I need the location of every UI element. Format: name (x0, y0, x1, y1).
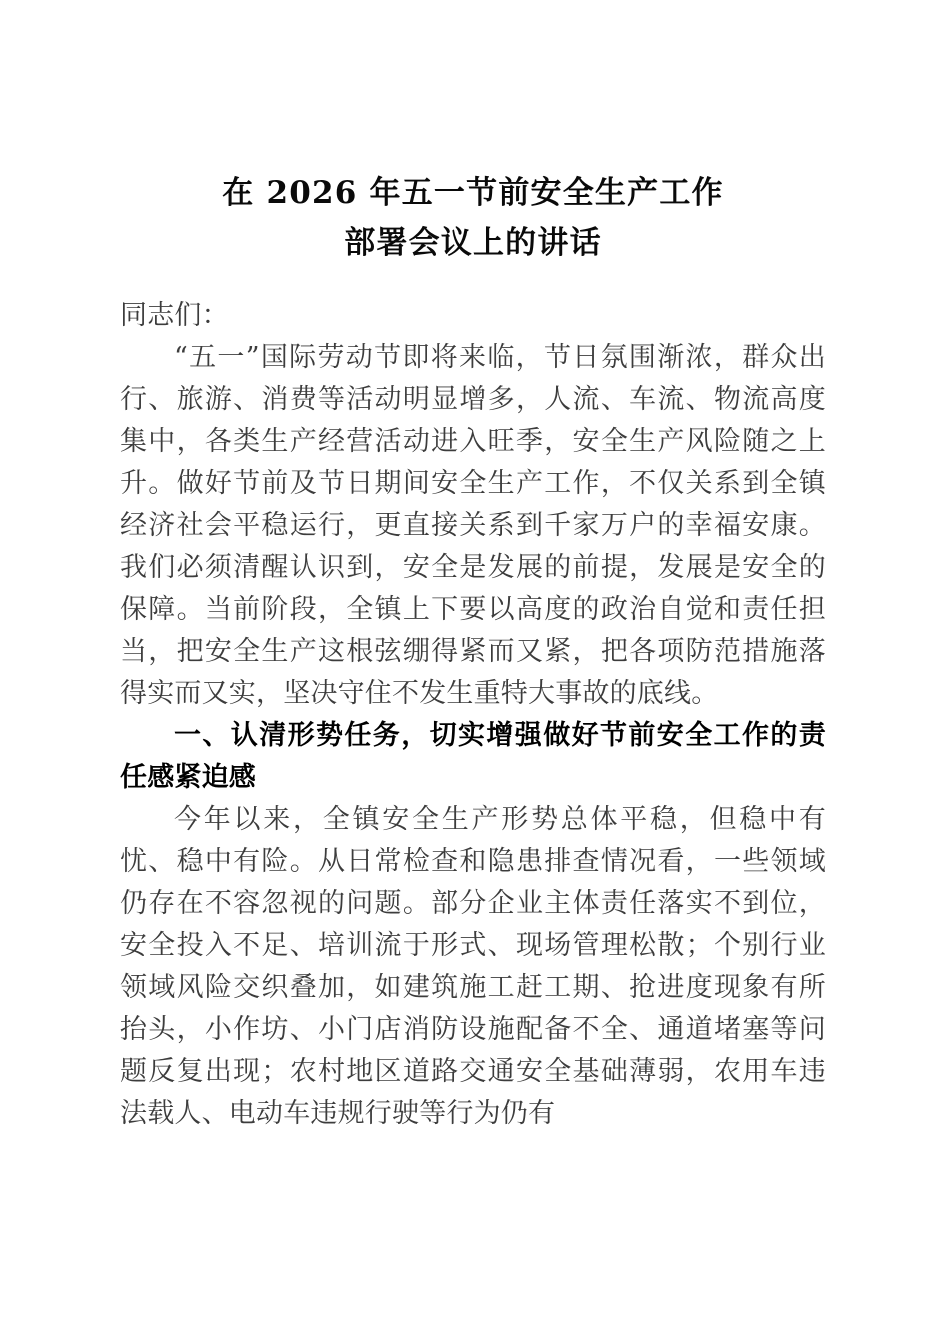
body-paragraph-1: “五一”国际劳动节即将来临，节日氛围渐浓，群众出行、旅游、消费等活动明显增多，人流、车流、物流高度集中，各类生产经营活动进入旺季，安全生产风险随之上升。做好节前及节日期间安全生产工作，不仅关系到全镇经济社会平稳运行，更直接关系到千家万户的幸福安康。我们必须清醒认识到，安全是发展的前提，发展是安全的保障。当前阶段，全镇上下要以高度的政治自觉和责任担当，把安全生产这根弦绷得紧而又紧，把各项防范措施落得实而又实，坚决守住不发生重特大事故的底线。 (120, 342, 826, 709)
page-title-line-2: 部署会议上的讲话 (344, 225, 602, 261)
page-title-line-1: 在 2026 年五一节前安全生产工作 (222, 175, 724, 211)
section-heading-1: 一、认清形势任务，切实增强做好节前安全工作的责任感紧迫感 (120, 720, 826, 793)
salutation: 同志们： (120, 300, 229, 331)
page-title (120, 0, 826, 268)
body-paragraph-2: 今年以来，全镇安全生产形势总体平稳，但稳中有忧、稳中有险。从日常检查和隐患排查情况看，一些领域仍存在不容忽视的问题。部分企业主体责任落实不到位，安全投入不足、培训流于形式、现场管理松散；个别行业领域风险交织叠加，如建筑施工赶工期、抢进度现象有所抬头，小作坊、小门店消防设施配备不全、通道堵塞等问题反复出现；农村地区道路交通安全基础薄弱，农用车违法载人、电动车违规行驶等行为仍有 (120, 804, 826, 1129)
document-content (120, 0, 826, 1135)
